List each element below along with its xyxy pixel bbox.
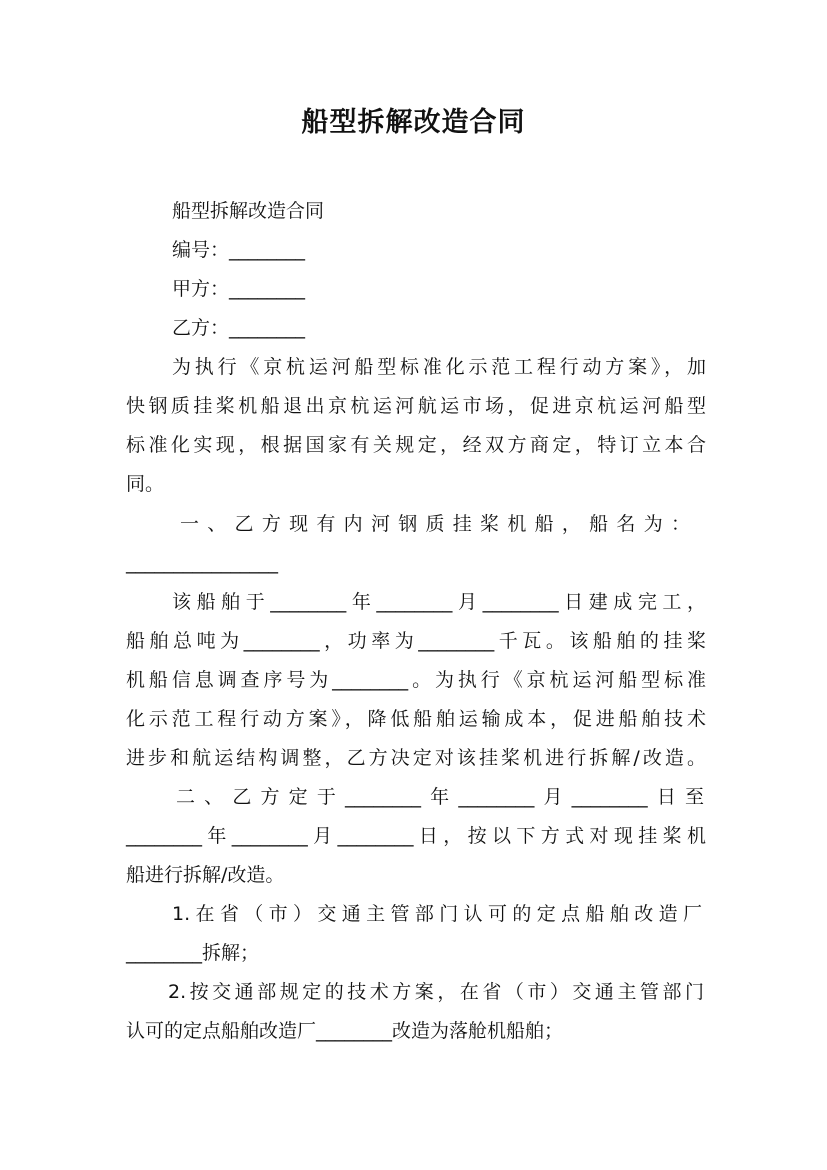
option-1-line: ________拆解； <box>126 942 260 964</box>
party-a-field: 甲方：________ <box>172 278 306 300</box>
ship-name-blank: ________________ <box>126 552 278 574</box>
clause-1-detail-line: 机船信息调查序号为________。为执行《京杭运河船型标准 <box>126 669 706 691</box>
clause-1-detail-line: 进步和航运结构调整，乙方决定对该挂桨机进行拆解/改造。 <box>126 747 706 769</box>
contract-heading: 船型拆解改造合同 <box>172 200 325 222</box>
clause-2-line: ________年________月________日，按以下方式对现挂桨机 <box>126 825 706 847</box>
option-2-line: 2.按交通部规定的技术方案，在省（市）交通主管部门 <box>168 981 704 1003</box>
clause-2-line: 二、乙方定于________年________月________日至 <box>176 786 704 808</box>
preamble-line: 同。 <box>126 473 165 495</box>
option-1-line: 1.在省（市）交通主管部门认可的定点船舶改造厂 <box>172 903 702 925</box>
clause-2-line: 船进行拆解/改造。 <box>126 864 285 886</box>
option-2-line: 认可的定点船舶改造厂________改造为落舱机船舶； <box>126 1020 564 1042</box>
preamble-line: 为执行《京杭运河船型标准化示范工程行动方案》，加 <box>172 356 706 378</box>
preamble-line: 标准化实现，根据国家有关规定，经双方商定，特订立本合 <box>126 434 706 456</box>
preamble-line: 快钢质挂桨机船退出京杭运河航运市场，促进京杭运河船型 <box>126 395 706 417</box>
clause-1-detail-line: 化示范工程行动方案》，降低船舶运输成本，促进船舶技术 <box>126 708 706 730</box>
contract-number-field: 编号：________ <box>172 239 306 261</box>
document-title: 船型拆解改造合同 <box>301 107 526 138</box>
clause-1-detail-line: 船舶总吨为________，功率为________千瓦。该船舶的挂桨 <box>126 630 706 652</box>
party-b-field: 乙方：________ <box>172 317 306 339</box>
clause-1-detail-line: 该船舶于________年________月________日建成完工， <box>172 591 706 613</box>
clause-1-line: 一、乙方现有内河钢质挂桨机船，船名为： <box>180 513 690 535</box>
